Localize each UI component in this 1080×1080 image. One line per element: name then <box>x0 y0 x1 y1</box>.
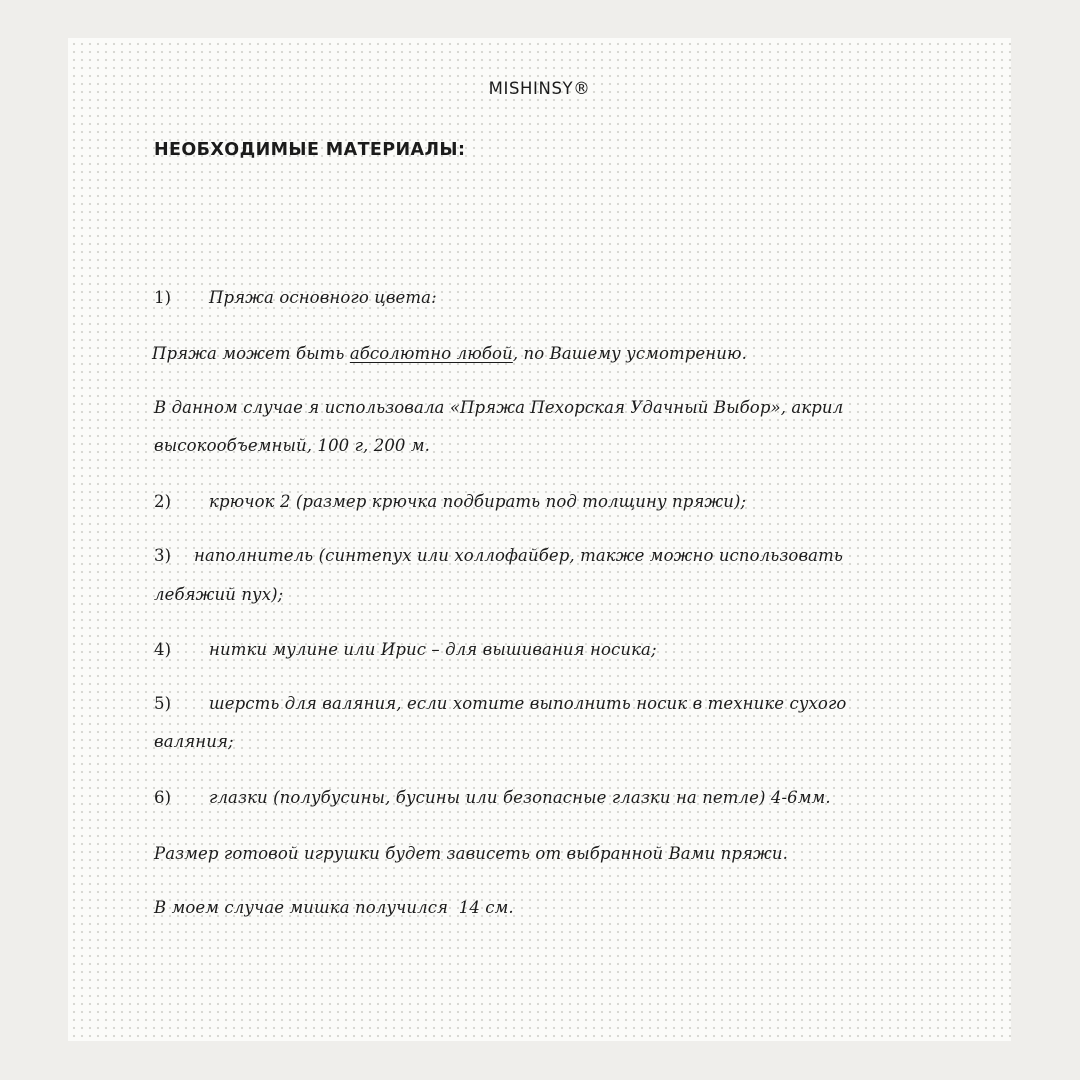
list-item-text: наполнитель (синтепух или холлофайбер, также можно использовать <box>194 546 843 565</box>
list-item-5-continuation: валяния; <box>154 732 234 751</box>
list-item-number: 5) <box>154 694 172 713</box>
brand-title: MISHINSY® <box>488 79 591 98</box>
list-item-5 <box>154 694 846 713</box>
list-item-number: 4) <box>154 640 172 659</box>
yarn-example-line-2: высокообъемный, 100 г, 200 м. <box>154 436 431 455</box>
list-item-text: нитки мулине или Ирис – для вышивания носика; <box>209 640 657 659</box>
list-item-text: Пряжа основного цвета: <box>209 288 437 307</box>
yarn-example-line-1: В данном случае я использовала «Пряжа Пехорская Удачный Выбор», акрил <box>154 398 844 417</box>
size-note: Размер готовой игрушки будет зависеть от выбранной Вами пряжи. <box>154 844 788 863</box>
document-page <box>68 38 1011 1041</box>
list-item-3 <box>154 546 843 565</box>
list-item-4 <box>154 640 657 659</box>
yarn-note <box>152 344 747 363</box>
list-item-number: 6) <box>154 788 172 807</box>
list-item-text: глазки (полубусины, бусины или безопасные глазки на петле) 4-6мм. <box>209 788 831 807</box>
list-item-number: 1) <box>154 288 172 307</box>
list-item-6 <box>154 788 831 807</box>
list-item-2 <box>154 492 746 511</box>
list-item-1 <box>154 288 437 307</box>
list-item-text: крючок 2 (размер крючка подбирать под толщину пряжи); <box>209 492 747 511</box>
yarn-note-emphasis: абсолютно любой <box>349 344 513 363</box>
list-item-text: шерсть для валяния, если хотите выполнить носик в технике сухого <box>209 694 847 713</box>
materials-heading: НЕОБХОДИМЫЕ МАТЕРИАЛЫ: <box>154 140 466 160</box>
yarn-note-text: Пряжа может быть <box>152 344 350 363</box>
list-item-3-continuation: лебяжий пух); <box>154 585 284 604</box>
yarn-note-text-end: , по Вашему усмотрению. <box>512 344 747 363</box>
list-item-number: 3) <box>154 546 172 565</box>
list-item-number: 2) <box>154 492 172 511</box>
result-note: В моем случае мишка получился 14 см. <box>154 898 514 917</box>
